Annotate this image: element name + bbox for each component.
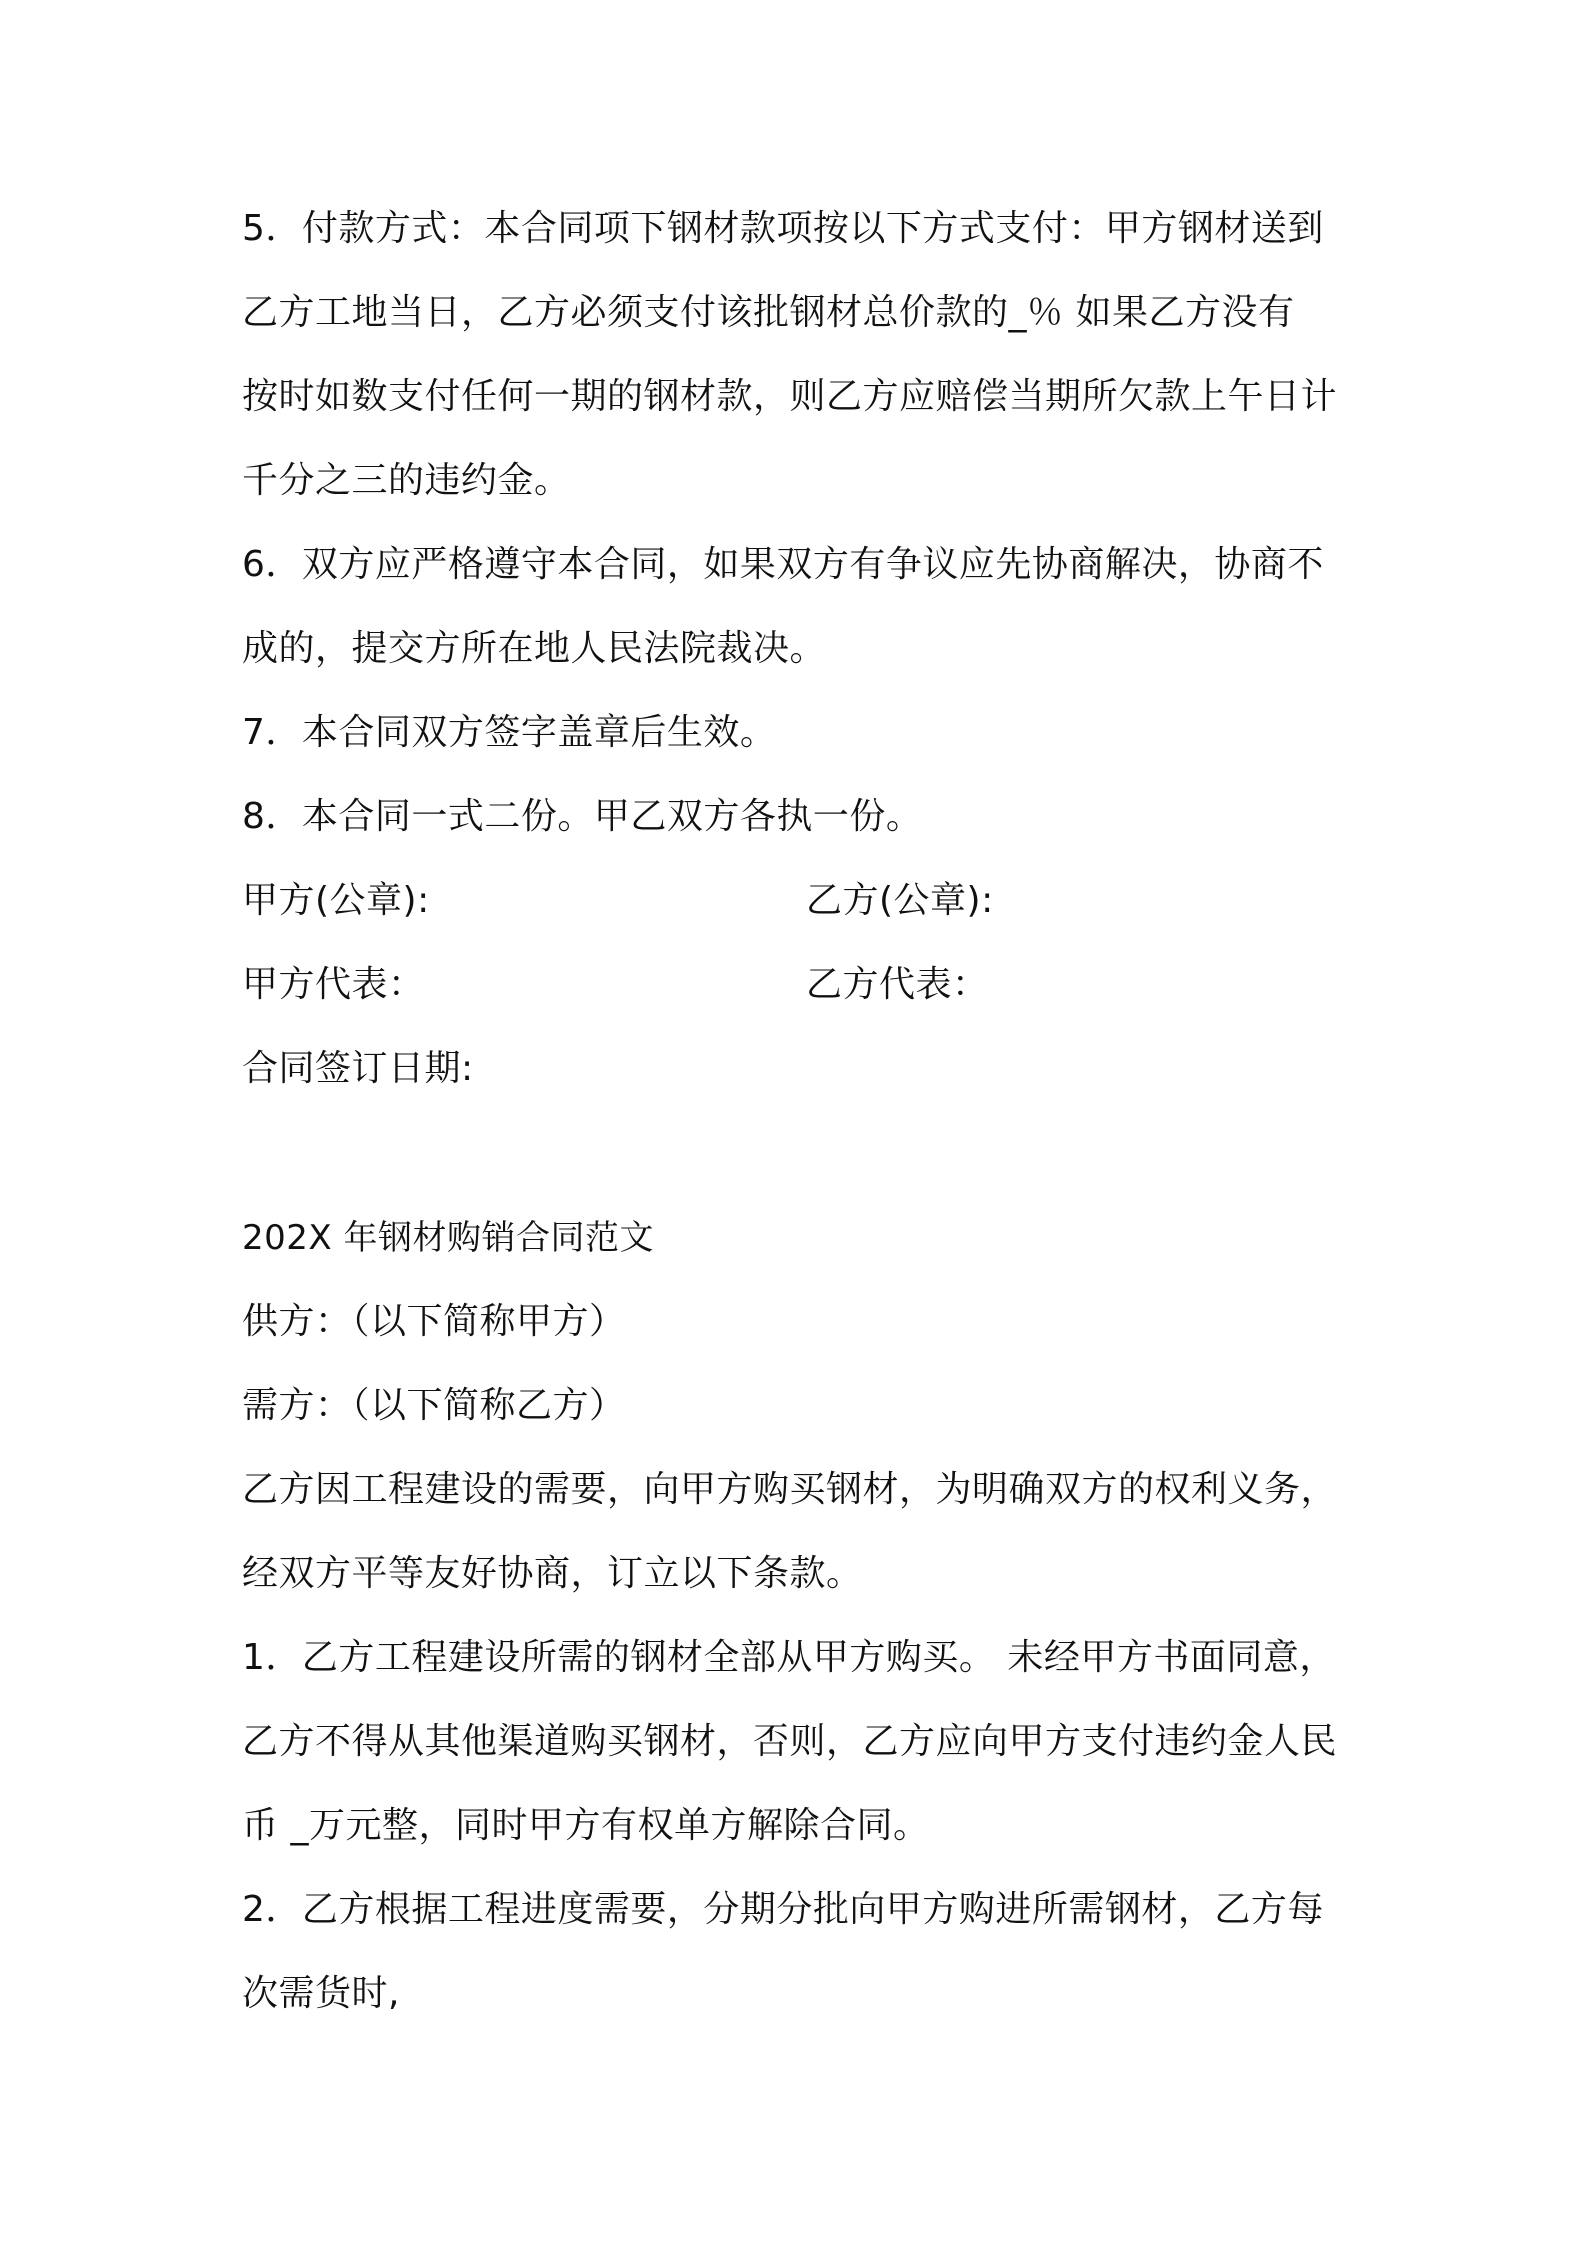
- party-b-rep-label: 乙方代表：: [806, 964, 989, 1005]
- clause-1-line-2: 乙方不得从其他渠道购买钢材，否则，乙方应向甲方支付违约金人民: [242, 1721, 1338, 1762]
- clause-2-line-1: 2．乙方根据工程进度需要，分期分批向甲方购进所需钢材，乙方每: [242, 1889, 1324, 1930]
- supplier-line: 供方：（以下简称甲方）: [242, 1301, 626, 1342]
- clause-7: 7．本合同双方签字盖章后生效。: [242, 712, 777, 753]
- party-b-seal-label: 乙方(公章):: [806, 880, 994, 921]
- party-a-seal-label: 甲方(公章):: [242, 880, 430, 921]
- clause-8: 8．本合同一式二份。甲乙双方各执一份。: [242, 796, 923, 837]
- intro-line-2: 经双方平等友好协商，订立以下条款。: [242, 1553, 863, 1594]
- clause-6-line-1: 6．双方应严格遵守本合同，如果双方有争议应先协商解决，协商不: [242, 544, 1324, 585]
- clause-5-line-2: 乙方工地当日，乙方必须支付该批钢材总价款的_％ 如果乙方没有: [242, 292, 1295, 333]
- clause-5-line-3: 按时如数支付任何一期的钢材款，则乙方应赔偿当期所欠款上午日计: [242, 376, 1338, 417]
- buyer-line: 需方：（以下简称乙方）: [242, 1385, 626, 1426]
- intro-line-1: 乙方因工程建设的需要，向甲方购买钢材，为明确双方的权利义务，: [242, 1469, 1338, 1510]
- party-a-rep-label: 甲方代表：: [242, 964, 425, 1005]
- clause-6-line-2: 成的，提交方所在地人民法院裁决。: [242, 628, 827, 669]
- clause-1-line-1: 1．乙方工程建设所需的钢材全部从甲方购买。 未经甲方书面同意，: [242, 1637, 1336, 1678]
- document-title: 202X 年钢材购销合同范文: [242, 1218, 654, 1258]
- clause-5-line-4: 千分之三的违约金。: [242, 460, 571, 501]
- clause-2-line-2: 次需货时,: [242, 1973, 400, 2014]
- clause-5-line-1: 5．付款方式：本合同项下钢材款项按以下方式支付：甲方钢材送到: [242, 208, 1324, 249]
- clause-1-line-3: 币 _万元整，同时甲方有权单方解除合同。: [242, 1805, 930, 1846]
- sign-date-label: 合同签订日期:: [242, 1048, 474, 1089]
